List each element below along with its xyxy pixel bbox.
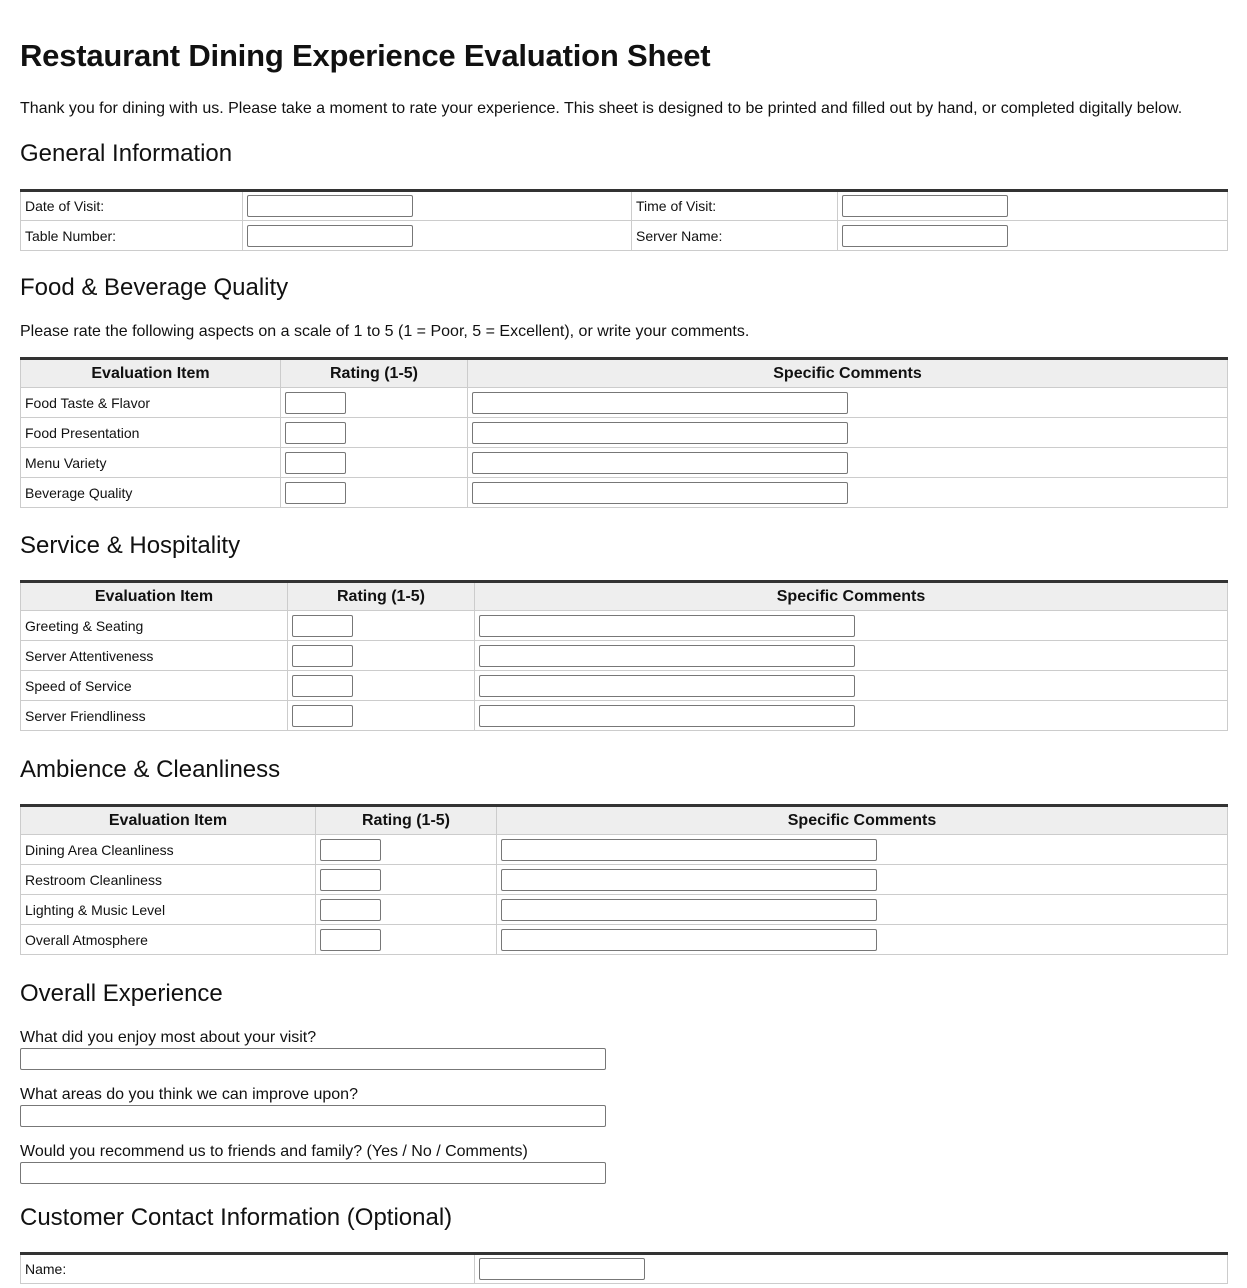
rating-input[interactable] bbox=[292, 615, 353, 637]
item-label: Server Friendliness bbox=[21, 701, 288, 731]
time-label: Time of Visit: bbox=[632, 191, 838, 221]
col-header-item: Evaluation Item bbox=[21, 359, 281, 388]
item-label: Food Taste & Flavor bbox=[21, 388, 281, 418]
ambience-heading: Ambience & Cleanliness bbox=[20, 756, 281, 783]
col-header-comments: Specific Comments bbox=[468, 359, 1228, 388]
comment-input[interactable] bbox=[472, 452, 848, 474]
intro-text: Thank you for dining with us. Please take a moment to rate your experience. This sheet is designed to be printed and filled out by hand, or completed digitally below. bbox=[20, 100, 1183, 117]
rating-input[interactable] bbox=[320, 899, 381, 921]
contact-heading: Customer Contact Information (Optional) bbox=[20, 1204, 453, 1231]
table-row bbox=[21, 671, 1228, 701]
server-name-field[interactable] bbox=[842, 225, 1008, 247]
table-row bbox=[21, 895, 1228, 925]
time-field[interactable] bbox=[842, 195, 1008, 217]
col-header-rating: Rating (1-5) bbox=[316, 806, 497, 835]
food-heading: Food & Beverage Quality bbox=[20, 274, 289, 301]
table-number-label: Table Number: bbox=[21, 221, 243, 251]
comment-input[interactable] bbox=[472, 422, 848, 444]
rating-input[interactable] bbox=[292, 675, 353, 697]
recommend-field[interactable] bbox=[20, 1162, 606, 1184]
service-table bbox=[20, 580, 1228, 731]
server-name-label: Server Name: bbox=[632, 221, 838, 251]
ambience-table bbox=[20, 804, 1228, 955]
comment-input[interactable] bbox=[479, 705, 855, 727]
item-label: Speed of Service bbox=[21, 671, 288, 701]
item-label: Restroom Cleanliness bbox=[21, 865, 316, 895]
rating-input[interactable] bbox=[292, 705, 353, 727]
table-row bbox=[21, 191, 1228, 221]
general-heading: General Information bbox=[20, 140, 233, 167]
table-header-row bbox=[21, 359, 1228, 388]
table-row bbox=[21, 418, 1228, 448]
improve-field[interactable] bbox=[20, 1105, 606, 1127]
question-recommend-label: Would you recommend us to friends and family? (Yes / No / Comments) bbox=[20, 1143, 528, 1160]
item-label: Overall Atmosphere bbox=[21, 925, 316, 955]
table-row bbox=[21, 478, 1228, 508]
table-row bbox=[21, 221, 1228, 251]
question-improve-label: What areas do you think we can improve upon? bbox=[20, 1086, 358, 1103]
date-label: Date of Visit: bbox=[21, 191, 243, 221]
rating-input[interactable] bbox=[320, 929, 381, 951]
overall-heading: Overall Experience bbox=[20, 980, 223, 1007]
table-row bbox=[21, 835, 1228, 865]
page-title: Restaurant Dining Experience Evaluation Sheet bbox=[20, 38, 711, 73]
rating-input[interactable] bbox=[285, 452, 346, 474]
table-row bbox=[21, 701, 1228, 731]
comment-input[interactable] bbox=[501, 839, 877, 861]
item-label: Menu Variety bbox=[21, 448, 281, 478]
item-label: Server Attentiveness bbox=[21, 641, 288, 671]
comment-input[interactable] bbox=[479, 615, 855, 637]
comment-input[interactable] bbox=[472, 482, 848, 504]
comment-input[interactable] bbox=[479, 645, 855, 667]
comment-input[interactable] bbox=[501, 929, 877, 951]
col-header-item: Evaluation Item bbox=[21, 582, 288, 611]
item-label: Beverage Quality bbox=[21, 478, 281, 508]
rating-input[interactable] bbox=[292, 645, 353, 667]
col-header-comments: Specific Comments bbox=[475, 582, 1228, 611]
table-row bbox=[21, 865, 1228, 895]
rating-input[interactable] bbox=[320, 869, 381, 891]
food-table bbox=[20, 357, 1228, 508]
rating-input[interactable] bbox=[285, 482, 346, 504]
table-row bbox=[21, 925, 1228, 955]
col-header-item: Evaluation Item bbox=[21, 806, 316, 835]
name-label: Name: bbox=[21, 1254, 475, 1284]
rating-input[interactable] bbox=[285, 422, 346, 444]
table-row bbox=[21, 641, 1228, 671]
table-header-row bbox=[21, 582, 1228, 611]
table-row bbox=[21, 1254, 1228, 1284]
name-field[interactable] bbox=[479, 1258, 645, 1280]
rating-input[interactable] bbox=[285, 392, 346, 414]
comment-input[interactable] bbox=[479, 675, 855, 697]
comment-input[interactable] bbox=[472, 392, 848, 414]
col-header-comments: Specific Comments bbox=[497, 806, 1228, 835]
table-row bbox=[21, 611, 1228, 641]
col-header-rating: Rating (1-5) bbox=[281, 359, 468, 388]
enjoy-field[interactable] bbox=[20, 1048, 606, 1070]
item-label: Lighting & Music Level bbox=[21, 895, 316, 925]
comment-input[interactable] bbox=[501, 869, 877, 891]
item-label: Food Presentation bbox=[21, 418, 281, 448]
comment-input[interactable] bbox=[501, 899, 877, 921]
service-heading: Service & Hospitality bbox=[20, 532, 241, 559]
table-header-row bbox=[21, 806, 1228, 835]
item-label: Greeting & Seating bbox=[21, 611, 288, 641]
col-header-rating: Rating (1-5) bbox=[288, 582, 475, 611]
general-info-table bbox=[20, 189, 1228, 251]
table-number-field[interactable] bbox=[247, 225, 413, 247]
table-row bbox=[21, 388, 1228, 418]
item-label: Dining Area Cleanliness bbox=[21, 835, 316, 865]
contact-table bbox=[20, 1252, 1228, 1284]
rating-input[interactable] bbox=[320, 839, 381, 861]
table-row bbox=[21, 448, 1228, 478]
question-enjoy-label: What did you enjoy most about your visit? bbox=[20, 1029, 317, 1046]
rating-instructions: Please rate the following aspects on a scale of 1 to 5 (1 = Poor, 5 = Excellent), or write your comments. bbox=[20, 323, 750, 340]
date-field[interactable] bbox=[247, 195, 413, 217]
